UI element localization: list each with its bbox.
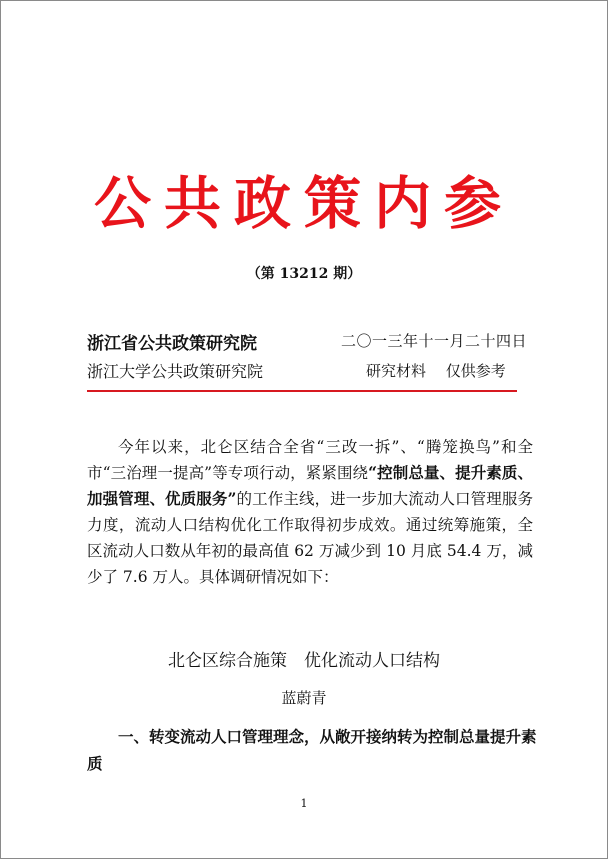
- intro-text-1: 今年以来，北仑区结合全省“三改一拆”、“腾笼换鸟”和全市“三治理一提高”等专项行动，紧紧围绕: [87, 438, 533, 482]
- reference-note: 研究材料 仅供参考: [366, 362, 506, 380]
- intro-paragraph: [87, 434, 533, 590]
- article-title: 北仑区综合施策 优化流动人口结构: [168, 651, 440, 671]
- header-divider: [87, 390, 517, 392]
- org-primary: 浙江省公共政策研究院: [87, 334, 257, 354]
- masthead-title: 公共政策内参: [94, 171, 514, 237]
- intro-text-3: 的工作主线，进一步加大流动人口管理服务力度，流动人口结构优化工作取得初步成效。通过统筹施策，全区流动人口数从年初的最高值 62 万减少到 10 月底 54.4 万，减少了 7.6 万人。具体调研情况如下：: [87, 490, 533, 586]
- issue-number: （第 13212 期）: [246, 266, 362, 282]
- author-name: 蓝蔚青: [281, 689, 327, 707]
- org-secondary: 浙江大学公共政策研究院: [87, 362, 264, 381]
- page-number: 1: [300, 797, 308, 810]
- section-heading-1: 一、转变流动人口管理理念，从敞开接纳转为控制总量提升素质: [87, 728, 537, 773]
- intro-text-2: “控制总量、提升素质、加强管理、优质服务”: [87, 463, 533, 508]
- publish-date: 二〇一三年十一月二十四日: [341, 332, 528, 350]
